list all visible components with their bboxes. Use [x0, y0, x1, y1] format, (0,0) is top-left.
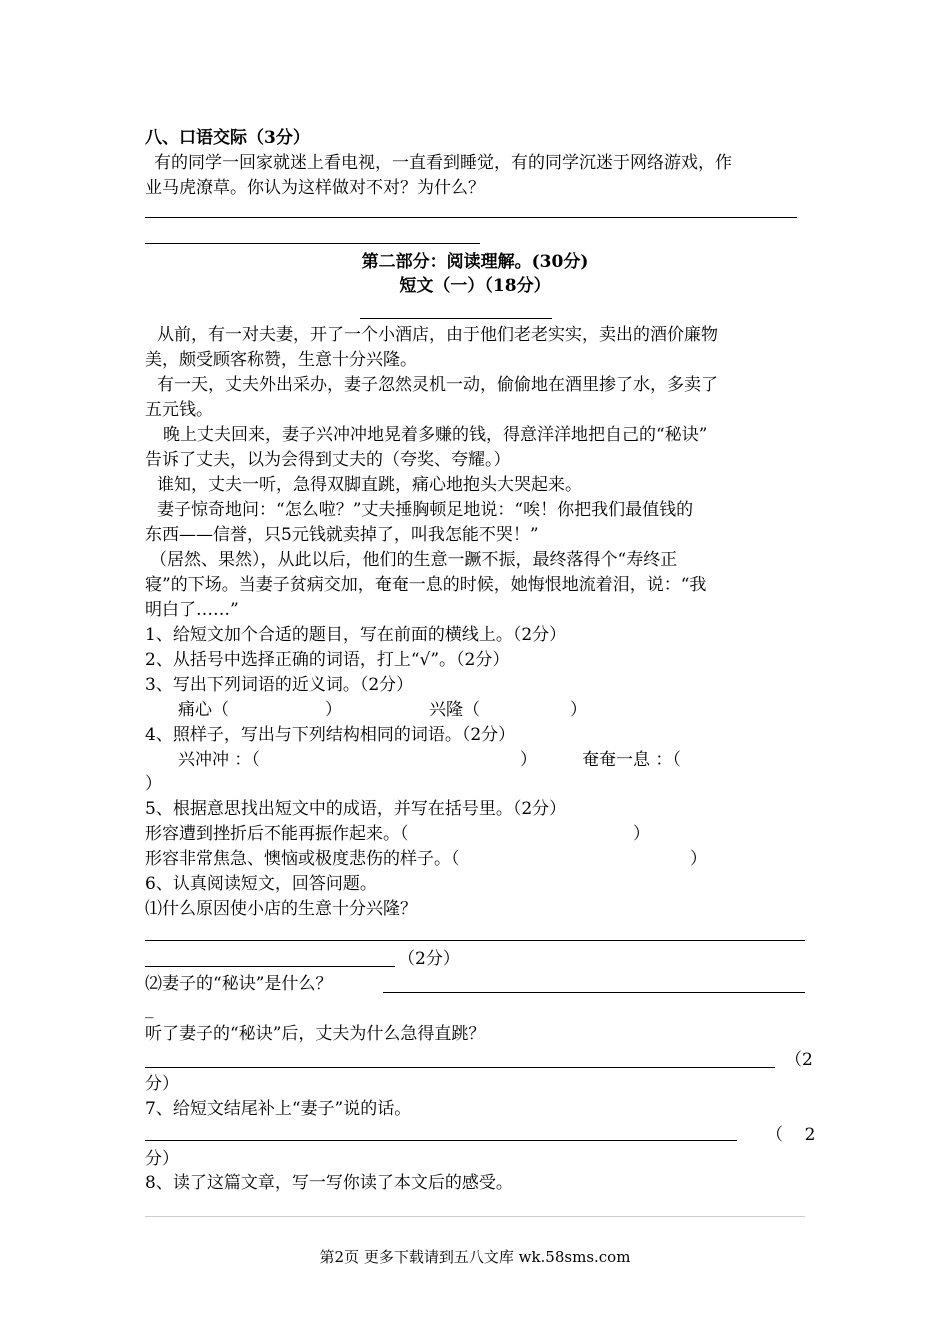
- question-5: 5、根据意思找出短文中的成语，并写在括号里。（2分）: [145, 799, 567, 819]
- q4-word-b: 奄奄一息 ：（: [582, 750, 681, 770]
- passage-line: 谁知，丈夫一听，急得双脚直跳，痛心地抱头大哭起来。: [157, 475, 582, 495]
- q7-score-a: （ 2: [766, 1125, 816, 1145]
- passage-line: （居然、果然），从此以后，他们的生意一蹶不振，最终落得个“寿终正: [150, 550, 678, 570]
- part2-title: 第二部分：阅读理解。(30分): [361, 252, 589, 272]
- section8-heading: 八、口语交际（3分）: [145, 128, 310, 148]
- passage-line: 妻子惊奇地问：“怎么啦？”丈夫捶胸顿足地说：“唉！你把我们最值钱的: [157, 500, 694, 520]
- q6-sub-2-tail: _: [145, 999, 154, 1019]
- footer-divider: [145, 1216, 805, 1217]
- q7-score-b: 分）: [145, 1149, 179, 1169]
- answer-line: [145, 940, 805, 941]
- q6-sub-1-score: （2分）: [398, 949, 460, 969]
- passage-line: 东西——信誉，只5元钱就卖掉了，叫我怎能不哭！”: [145, 525, 539, 545]
- question-3: 3、写出下列词语的近义词。（2分）: [145, 675, 414, 695]
- passage-line: 从前，有一对夫妻，开了一个小酒店，由于他们老老实实，卖出的酒价廉物: [157, 325, 718, 345]
- answer-line: [145, 217, 797, 218]
- question-1: 1、给短文加个合适的题目，写在前面的横线上。（2分）: [145, 625, 567, 645]
- q6-sub-3-score-a: （2: [785, 1050, 813, 1070]
- part2-subtitle: 短文（一）（18分）: [399, 276, 551, 296]
- q4-word-a-close: ）: [520, 750, 537, 770]
- section8-line-2: 业马虎潦草。你认为这样做对不对？为什么？: [145, 178, 485, 198]
- question-2: 2、从括号中选择正确的词语，打上“√”。（2分）: [145, 650, 510, 670]
- question-6: 6、认真阅读短文，回答问题。: [145, 874, 377, 894]
- answer-line: [145, 966, 395, 967]
- question-8: 8、读了这篇文章，写一写你读了本文后的感受。: [145, 1173, 513, 1193]
- q3-word-b: 兴隆（: [429, 700, 480, 720]
- q4-word-a: 兴冲冲 ：（: [178, 750, 260, 770]
- q5-meaning-b-close: ）: [690, 849, 707, 869]
- answer-line: [145, 243, 480, 244]
- answer-line: [145, 1140, 737, 1141]
- answer-line: [145, 1067, 775, 1068]
- passage-line: 寝”的下场。当妻子贫病交加，奄奄一息的时候，她悔恨地流着泪，说：“我: [145, 575, 707, 595]
- passage-line: 五元钱。: [145, 400, 213, 420]
- passage-line: 晚上丈夫回来，妻子兴冲冲地晃着多赚的钱，得意洋洋地把自己的“秘诀”: [163, 425, 708, 445]
- passage-line: 有一天，丈夫外出采办，妻子忽然灵机一动，偷偷地在酒里掺了水，多卖了: [157, 375, 718, 395]
- q5-meaning-a-close: ）: [633, 824, 650, 844]
- passage-line: 美，颇受顾客称赞，生意十分兴隆。: [145, 350, 417, 370]
- q6-sub-1: ⑴什么原因使小店的生意十分兴隆？: [145, 899, 417, 919]
- passage-line: 明白了……”: [145, 600, 239, 620]
- q4-word-b-close: ）: [145, 774, 162, 794]
- q3-word-a: 痛心（: [178, 700, 229, 720]
- q6-sub-3-score-b: 分）: [145, 1074, 179, 1094]
- passage-line: 告诉了丈夫，以为会得到丈夫的（夸奖、夸耀。）: [145, 450, 511, 470]
- answer-line: [383, 992, 805, 993]
- section8-line-1: 有的同学一回家就迷上看电视，一直看到睡觉，有的同学沉迷于网络游戏，作: [154, 153, 732, 173]
- q6-sub-2: ⑵妻子的“秘诀”是什么？: [145, 974, 333, 994]
- q5-meaning-a: 形容遭到挫折后不能再振作起来。（: [145, 824, 409, 844]
- title-blank-line: [360, 318, 552, 319]
- question-4: 4、照样子，写出与下列结构相同的词语。（2分）: [145, 725, 516, 745]
- q5-meaning-b: 形容非常焦急、懊恼或极度悲伤的样子。（: [145, 849, 460, 869]
- q6-sub-3: 听了妻子的“秘诀”后，丈夫为什么急得直跳？: [145, 1024, 486, 1044]
- q3-word-b-close: ）: [570, 700, 587, 720]
- question-7: 7、给短文结尾补上“妻子”说的话。: [145, 1099, 412, 1119]
- q3-word-a-close: ）: [325, 700, 342, 720]
- page-footer: 第2页 更多下载请到五八文库 wk.58sms.com: [319, 1248, 631, 1266]
